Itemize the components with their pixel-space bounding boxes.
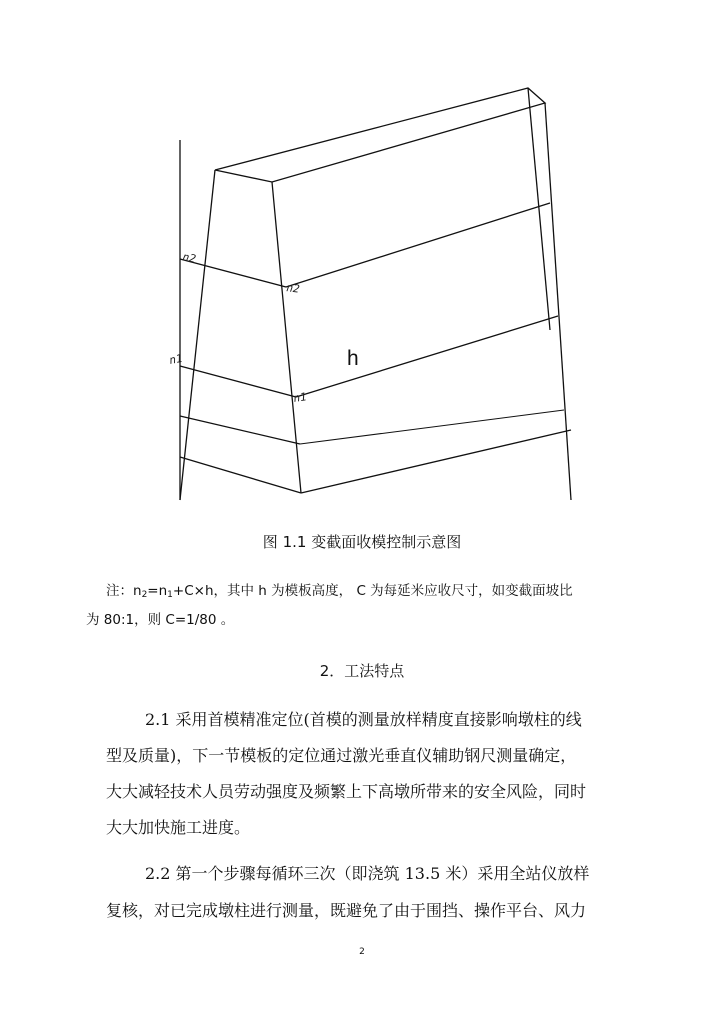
label-n1-left: n1 — [168, 351, 184, 367]
section-heading: 2．工法特点 — [319, 662, 405, 680]
paragraph-line: 复核，对已完成墩柱进行测量，既避免了由于围挡、操作平台、风力 — [106, 901, 587, 920]
paragraph-line: 2.2 第一个步骤每循环三次（即浇筑 13.5 米）采用全站仪放样 — [145, 864, 590, 883]
figure-caption: 图 1.1 变截面收模控制示意图 — [262, 533, 462, 551]
page-number: 2 — [359, 947, 365, 957]
label-n2-left: n2 — [181, 250, 198, 266]
note-sub-1: 1 — [167, 590, 173, 600]
label-n2-right: n2 — [285, 281, 301, 296]
paragraph-line: 2.1 采用首模精准定位(首模的测量放样精度直接影响墩柱的线 — [145, 710, 582, 729]
note-prefix: 注：n — [106, 583, 142, 599]
paragraph-line: 大大加快施工进度。 — [106, 818, 251, 837]
diagram-outline — [180, 88, 571, 500]
note-mid: =n — [147, 583, 168, 599]
label-n1-right: n1 — [292, 390, 308, 405]
note-sub-2: 2 — [141, 590, 148, 600]
note-rest: +C×h，其中 h 为模板高度， C 为每延米应收尺寸，如变截面坡比 — [172, 583, 573, 599]
paragraph-line: 大大减轻技术人员劳动强度及频繁上下高墩所带来的安全风险，同时 — [106, 782, 587, 801]
figure-note-line-2: 为 80:1，则 C=1/80 。 — [86, 612, 235, 628]
figure-note-line-1 — [106, 577, 626, 609]
label-h: h — [347, 347, 359, 370]
paragraph-line: 型及质量)，下一节模板的定位通过激光垂直仪辅助钢尺测量确定， — [106, 746, 577, 765]
